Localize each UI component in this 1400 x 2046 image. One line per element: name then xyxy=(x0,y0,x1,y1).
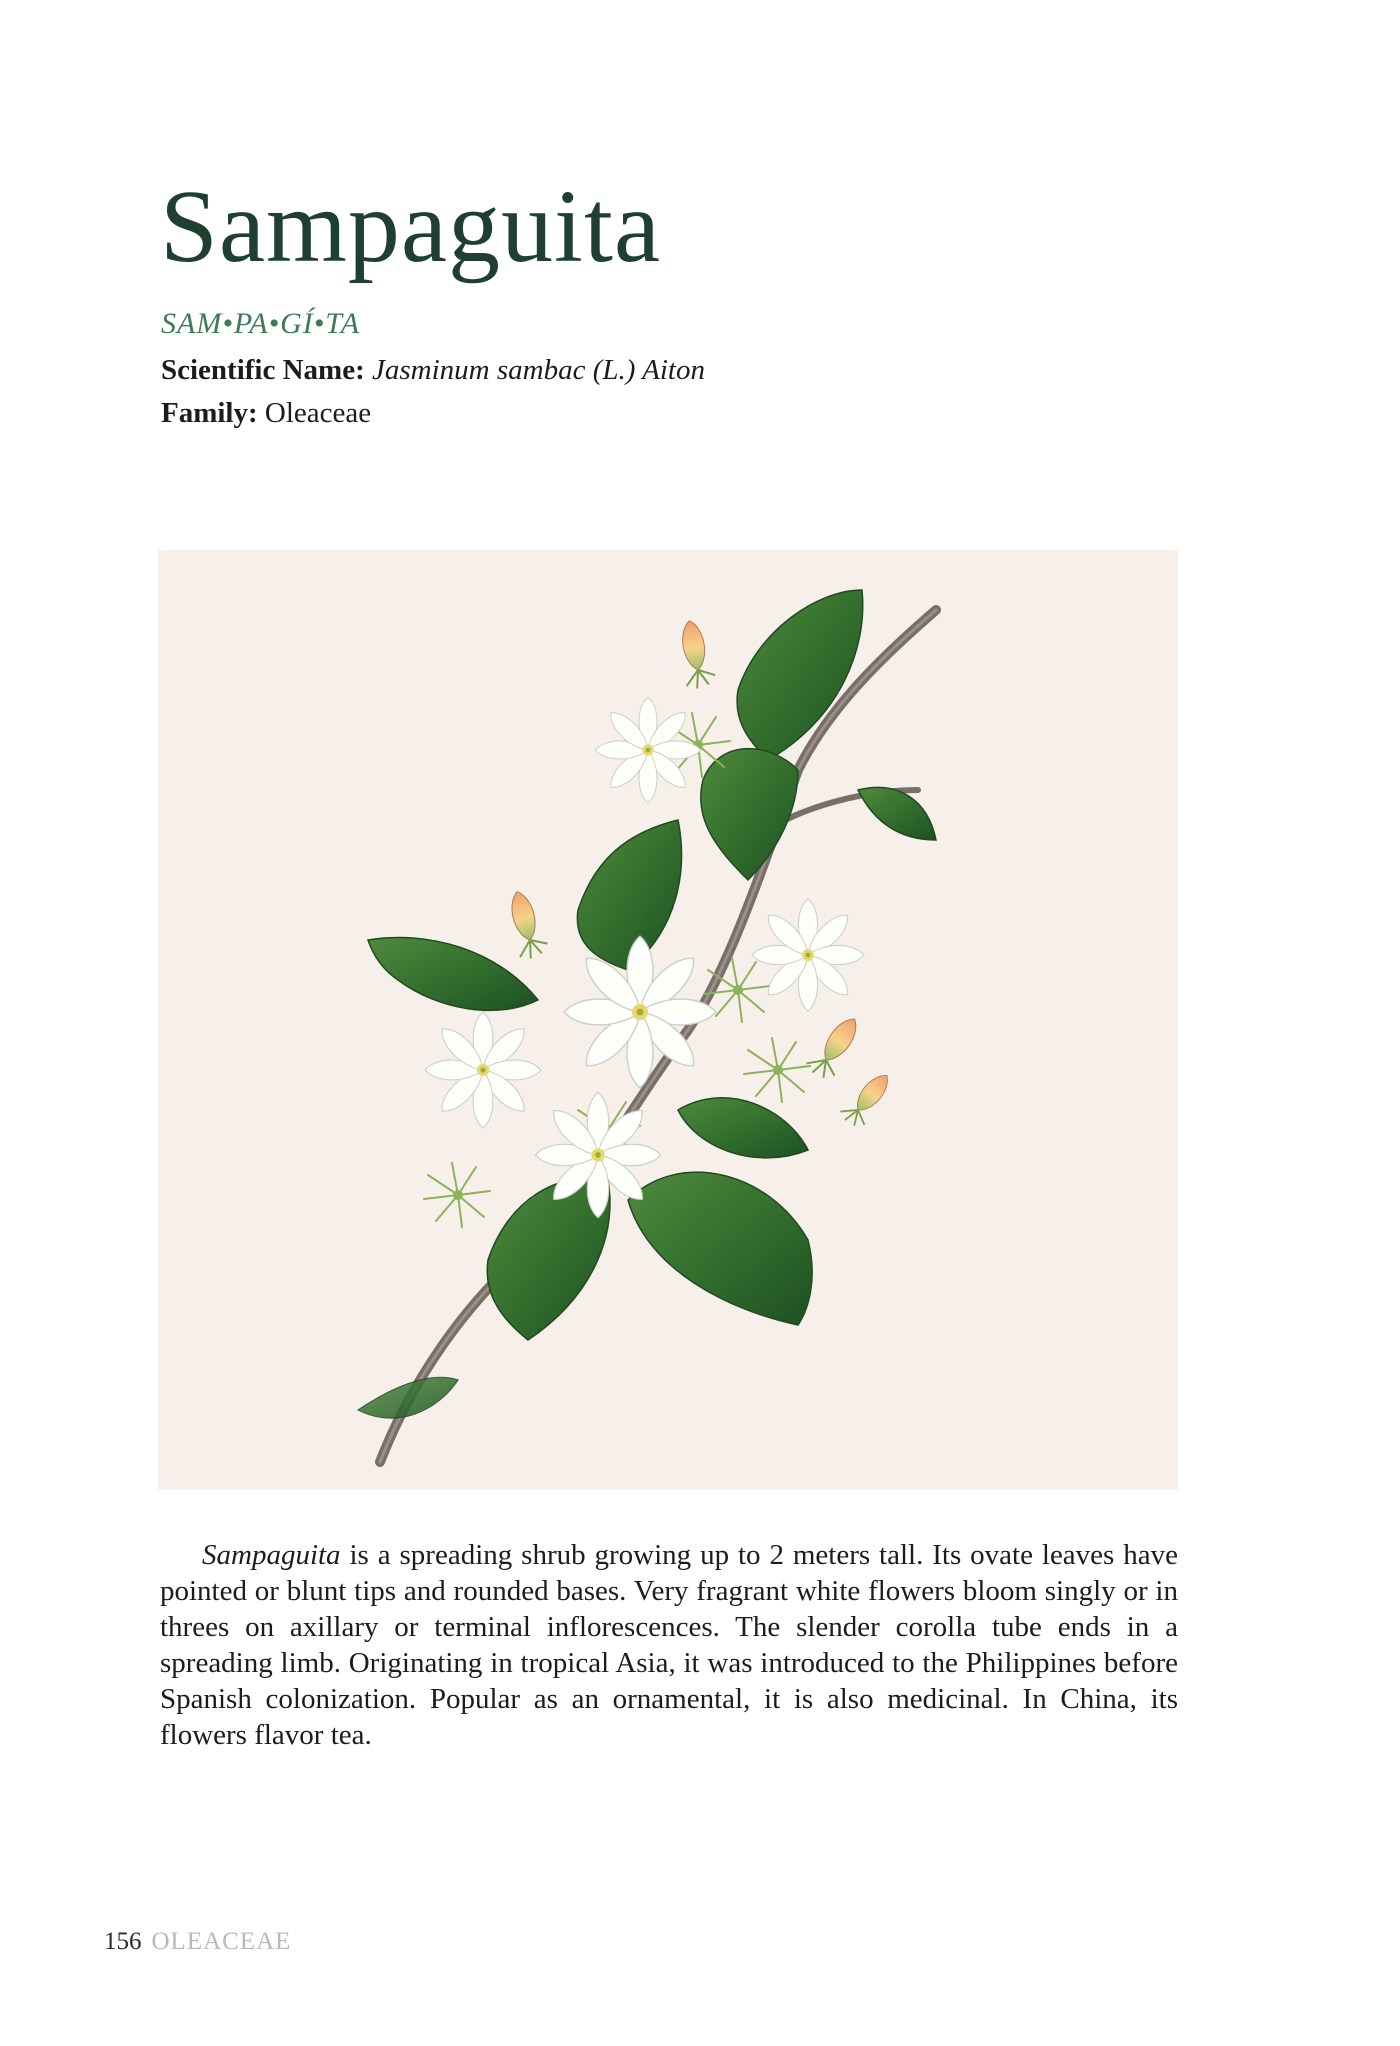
leaf xyxy=(678,1098,808,1158)
flower-bud xyxy=(804,1011,868,1084)
leaf xyxy=(577,820,681,970)
flower-bud xyxy=(838,1067,898,1131)
leaf xyxy=(858,787,936,840)
jasmine-flower xyxy=(752,899,864,1011)
flower-bud xyxy=(504,888,551,961)
leaf xyxy=(628,1172,812,1325)
leaf xyxy=(368,938,538,1011)
scientific-name-line xyxy=(161,354,705,387)
scientific-name-value: Jasminum sambac (L.) Aiton xyxy=(372,354,705,386)
page-number: 156 xyxy=(104,1928,142,1955)
pronunciation: SAM•PA•GÍ•TA xyxy=(161,307,361,340)
leaf xyxy=(701,749,798,880)
jasmine-flower xyxy=(425,1012,541,1128)
section-name: OLEACEAE xyxy=(151,1928,292,1955)
page-title: Sampaguita xyxy=(160,169,662,284)
description-body: is a spreading shrub growing up to 2 meters tall. Its ovate leaves have pointed or blunt tips and rounded bases. Very fragrant white flowers bloom singly or in threes on axillary or terminal inflorescences. The slender corolla tube ends in a spreading limb. Originating in tropical Asia, it was introduced to the Philippines before Spanish colonization. Popular as an ornamental, it is also medicinal. In China, its flowers flavor tea. xyxy=(160,1539,1178,1751)
family-label: Family: xyxy=(161,397,258,429)
page-footer xyxy=(104,1928,291,1956)
family-line xyxy=(161,397,371,430)
jasmine-flower xyxy=(595,697,701,803)
description-paragraph xyxy=(160,1537,1178,1753)
jasmine-flower xyxy=(535,1092,660,1217)
jasmine-flower xyxy=(564,936,716,1088)
description-lead: Sampaguita xyxy=(202,1539,341,1571)
botanical-illustration xyxy=(158,550,1178,1490)
sampaguita-illustration-svg xyxy=(158,550,1178,1490)
family-value: Oleaceae xyxy=(264,397,372,429)
scientific-name-label: Scientific Name: xyxy=(161,354,365,386)
flower-bud xyxy=(676,618,717,690)
leaf xyxy=(737,590,863,760)
